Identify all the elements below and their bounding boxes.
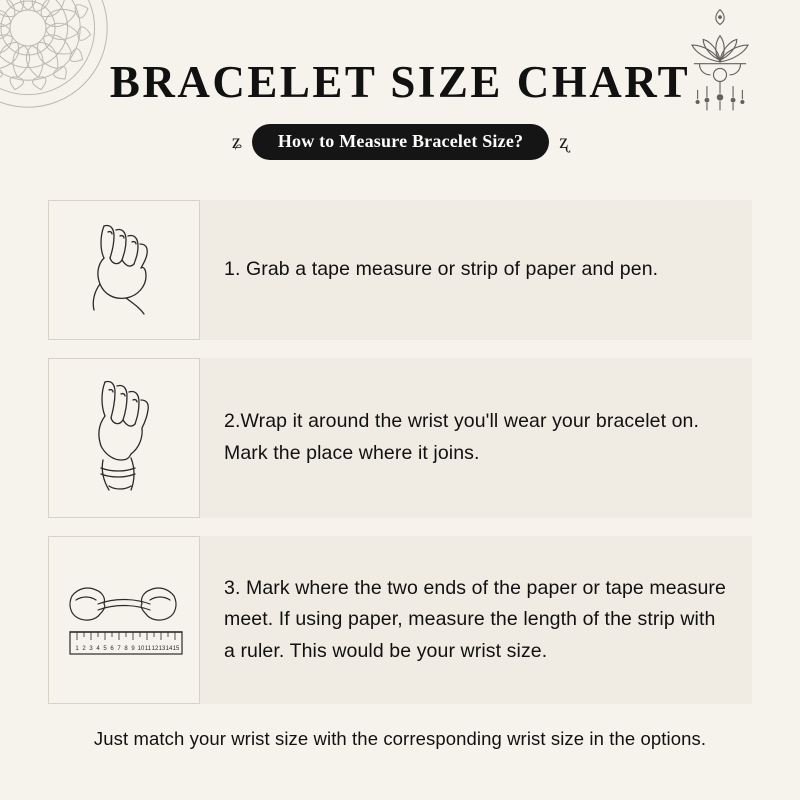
hand-holding-tape-illustration <box>64 210 184 330</box>
subtitle-row <box>0 124 800 160</box>
svg-text:12: 12 <box>151 646 159 652</box>
page-title: BRACELET SIZE CHART <box>109 57 691 107</box>
svg-text:11: 11 <box>144 646 152 652</box>
svg-text:4: 4 <box>96 646 100 652</box>
svg-text:1: 1 <box>75 646 79 652</box>
list-item <box>48 200 752 340</box>
steps-list <box>48 200 752 722</box>
step-1-text: 1. Grab a tape measure or strip of paper and pen. <box>224 258 659 281</box>
step-2-image <box>48 358 200 518</box>
step-3-text: 3. Mark where the two ends of the paper or tape measure meet. If using paper, measure the length of the strip with a ruler. This would be your wrist size. <box>224 576 726 662</box>
step-3-image <box>48 536 200 704</box>
step-1-image <box>48 200 200 340</box>
list-item <box>48 358 752 518</box>
svg-text:13: 13 <box>158 646 166 652</box>
svg-text:9: 9 <box>131 646 135 652</box>
swirl-right-icon: ʐ <box>559 131 569 153</box>
swirl-left-icon: ʑ <box>231 131 242 153</box>
svg-text:6: 6 <box>110 646 114 652</box>
step-2-text: 2.Wrap it around the wrist you'll wear your bracelet on. Mark the place where it joins. <box>224 410 700 464</box>
svg-text:5: 5 <box>103 646 107 652</box>
svg-text:10: 10 <box>137 646 145 652</box>
svg-text:14: 14 <box>165 646 173 652</box>
list-item <box>48 536 752 704</box>
svg-text:3: 3 <box>89 646 93 652</box>
svg-text:8: 8 <box>124 646 128 652</box>
hand-wrapping-tape-around-wrist-illustration <box>59 368 189 508</box>
subtitle-badge: How to Measure Bracelet Size? <box>252 124 549 160</box>
hands-measuring-strip-with-ruler-illustration <box>54 560 194 680</box>
svg-text:7: 7 <box>117 646 121 652</box>
svg-text:15: 15 <box>172 646 180 652</box>
footer-note: Just match your wrist size with the corresponding wrist size in the options. <box>93 728 707 749</box>
svg-text:2: 2 <box>82 646 86 652</box>
